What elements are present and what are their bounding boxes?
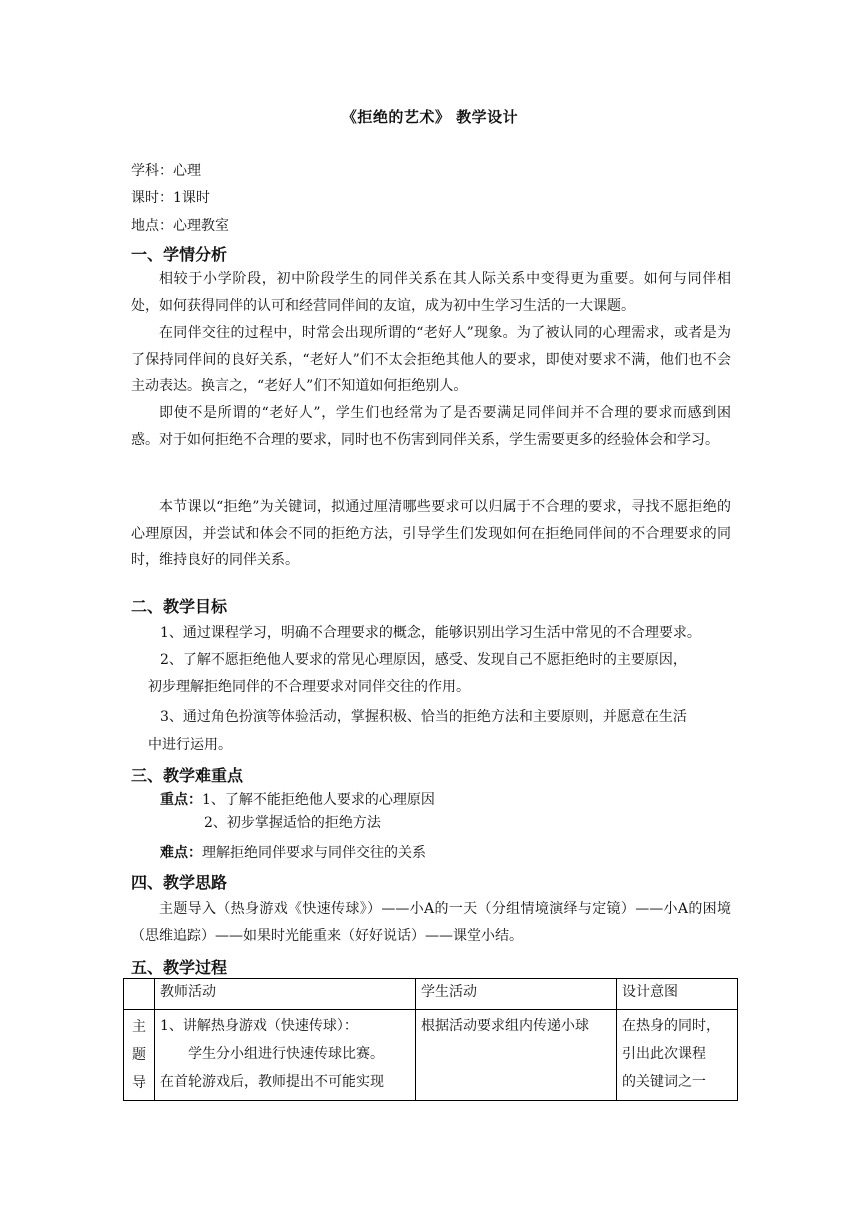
difficulty-row [160,842,426,862]
teacher-line: 1、讲解热身游戏（快速传球）： [160,1018,358,1034]
section-heading-approach: 四、教学思路 [131,873,228,892]
section-heading-objectives: 二、教学目标 [131,597,228,616]
section-heading-process: 五、教学过程 [131,958,228,977]
difficulty-text: 理解拒绝同伴要求与同伴交往的关系 [202,845,426,861]
stage-char: 题 [132,1047,146,1063]
difficulty-label: 难点： [160,845,202,861]
table-row [124,1010,738,1101]
header-cell-stage [124,979,155,1010]
stage-char: 导 [132,1075,146,1091]
header-cell-teacher: 教师活动 [155,979,416,1010]
meta-duration: 课时：1课时 [131,190,210,206]
stage-cell [124,1010,155,1101]
teacher-line: 在首轮游戏后，教师提出不可能实现 [160,1074,384,1090]
stage-char: 主 [132,1019,146,1035]
objective-2-cont: 初步理解拒绝同伴的不合理要求对同伴交往的作用。 [148,679,470,695]
table-header-row [124,979,738,1010]
approach-text: 主题导入（热身游戏《快速传球》）——小A的一天（分组情境演绎与定镜）——小A的困境（思维追踪）——如果时光能重来（好好说话）——课堂小结。 [131,901,731,944]
key-points-label: 重点： [160,792,202,808]
document-title: 《拒绝的艺术》 教学设计 [341,108,519,126]
teacher-activity-cell [155,1010,416,1101]
analysis-paragraph-4: 本节课以“拒绝”为关键词，拟通过厘清哪些要求可以归属于不合理的要求，寻找不愿拒绝的心理原因，并尝试和体会不同的拒绝方法，引导学生们发现如何在拒绝同伴间的不合理要求的同时，维持良好的同伴关系。 [131,499,731,568]
section-heading-analysis: 一、学情分析 [131,245,228,264]
key-point-1: 1、了解不能拒绝他人要求的心理原因 [202,792,435,808]
student-line: 根据活动要求组内传递小球 [421,1018,589,1034]
analysis-paragraph-3: 即使不是所谓的“老好人”，学生们也经常为了是否要满足同伴间并不合理的要求而感到困惑。对于如何拒绝不合理的要求，同时也不伤害到同伴关系，学生需要更多的经验体会和学习。 [131,405,731,448]
objective-3: 3、通过角色扮演等体验活动，掌握积极、恰当的拒绝方法和主要原则，并愿意在生活 [160,709,687,725]
key-point-2: 2、初步掌握适恰的拒绝方法 [204,815,381,831]
objective-3-cont: 中进行运用。 [148,737,232,753]
section-heading-keypoints: 三、教学难重点 [131,766,244,785]
key-points-row [160,789,435,809]
objective-2: 2、了解不愿拒绝他人要求的常见心理原因，感受、发现自己不愿拒绝时的主要原因， [160,652,687,668]
process-table [123,978,738,1101]
intent-line: 在热身的同时， [622,1018,720,1034]
student-activity-cell [416,1010,617,1101]
objective-1: 1、通过课程学习，明确不合理要求的概念，能够识别出学习生活中常见的不合理要求。 [160,625,701,641]
teacher-line: 学生分小组进行快速传球比赛。 [188,1046,384,1062]
meta-subject: 学科：心理 [131,163,201,179]
header-cell-intent: 设计意图 [617,979,738,1010]
intent-line: 的关键词之一 [622,1074,706,1090]
header-cell-student: 学生活动 [416,979,617,1010]
intent-line: 引出此次课程 [622,1046,706,1062]
design-intent-cell [617,1010,738,1101]
analysis-paragraph-1: 相较于小学阶段，初中阶段学生的同伴关系在其人际关系中变得更为重要。如何与同伴相处，如何获得同伴的认可和经营同伴间的友谊，成为初中生学习生活的一大课题。 [131,271,731,314]
meta-location: 地点：心理教室 [131,218,229,234]
analysis-paragraph-2: 在同伴交往的过程中，时常会出现所谓的“老好人”现象。为了被认同的心理需求，或者是为了保持同伴间的良好关系，“老好人”们不太会拒绝其他人的要求，即使对要求不满，他们也不会主动表达。换言之，“老好人”们不知道如何拒绝别人。 [131,325,731,394]
